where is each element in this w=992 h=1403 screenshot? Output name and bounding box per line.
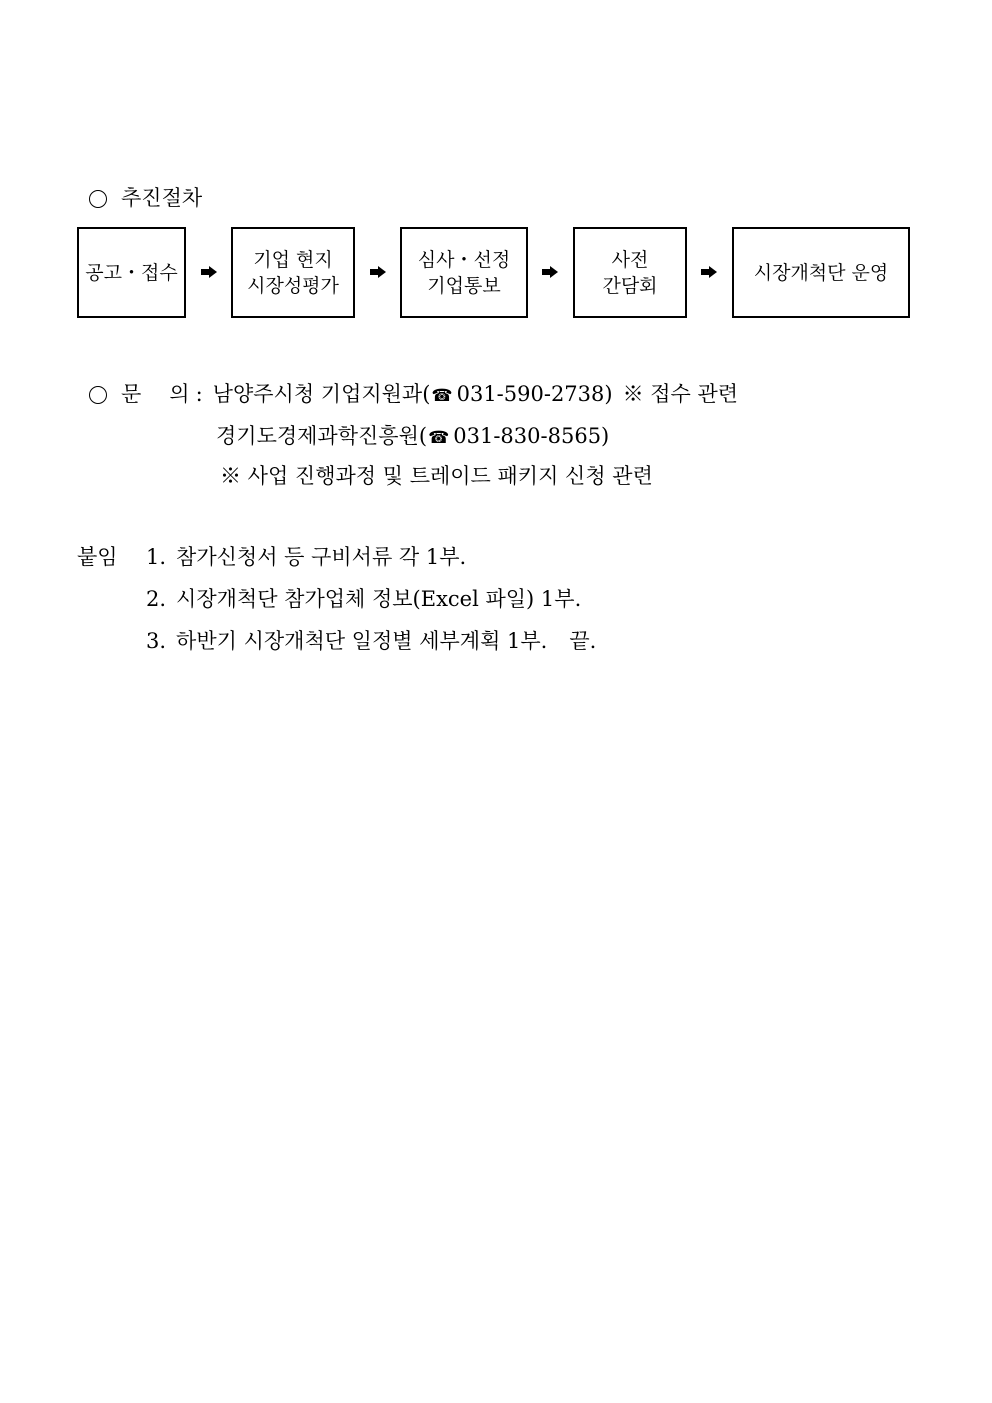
- right-arrow-icon: [370, 266, 386, 278]
- step-label: 심사・선정: [417, 248, 511, 271]
- contact1-phone: 031-590-2738): [456, 382, 613, 406]
- inquiry-line-3: [220, 460, 653, 490]
- step-label: 사전: [611, 248, 649, 271]
- contact2-org: 경기도경제과학진흥원(: [216, 424, 428, 448]
- right-arrow-icon: [701, 266, 717, 278]
- contact1-org: 남양주시청 기업지원과(: [212, 382, 431, 406]
- telephone-icon: ☎: [431, 386, 453, 406]
- attachment-text: 참가신청서 등 구비서류 각 1부.: [176, 545, 467, 569]
- step-label: 공고・접수: [85, 261, 178, 284]
- procedure-heading: [89, 182, 202, 212]
- step-box-evaluation: [231, 227, 355, 318]
- procedure-title: 추진절차: [121, 186, 203, 210]
- attachment-text: 시장개척단 참가업체 정보(Excel 파일) 1부.: [176, 587, 582, 611]
- contact2-phone: 031-830-8565): [453, 424, 610, 448]
- step-label: 시장성평가: [247, 274, 339, 297]
- contact2-note: ※ 사업 진행과정 및 트레이드 패키지 신청 관련: [220, 464, 653, 488]
- step-box-selection: [400, 227, 528, 318]
- step-label: 시장개척단 운영: [753, 261, 889, 284]
- attachment-label: 붙임: [77, 545, 118, 569]
- step-label: 기업통보: [427, 274, 501, 297]
- inquiry-line-1: [89, 378, 738, 408]
- step-box-announcement: [77, 227, 186, 318]
- step-box-meeting: [573, 227, 687, 318]
- attachment-num: 1.: [146, 545, 167, 569]
- attachment-item-1: [146, 541, 466, 571]
- step-label: 기업 현지: [253, 248, 333, 271]
- inquiry-colon: :: [195, 382, 203, 406]
- contact1-note: ※ 접수 관련: [622, 382, 739, 406]
- circle-bullet-icon: [89, 190, 107, 208]
- attachment-num: 3.: [146, 629, 167, 653]
- attachment-item-2: [146, 583, 581, 613]
- right-arrow-icon: [542, 266, 558, 278]
- circle-bullet-icon: [89, 386, 107, 404]
- inquiry-label-b: 의: [169, 382, 190, 406]
- telephone-icon: ☎: [428, 428, 450, 448]
- attachment-num: 2.: [146, 587, 167, 611]
- step-label: 간담회: [602, 274, 658, 297]
- attachment-item-3: [146, 625, 596, 655]
- inquiry-label-a: 문: [121, 382, 142, 406]
- inquiry-line-2: [216, 420, 609, 450]
- attachment-text: 하반기 시장개척단 일정별 세부계획 1부.: [176, 629, 548, 653]
- right-arrow-icon: [201, 266, 217, 278]
- end-mark: 끝.: [569, 629, 597, 653]
- step-box-operation: [732, 227, 910, 318]
